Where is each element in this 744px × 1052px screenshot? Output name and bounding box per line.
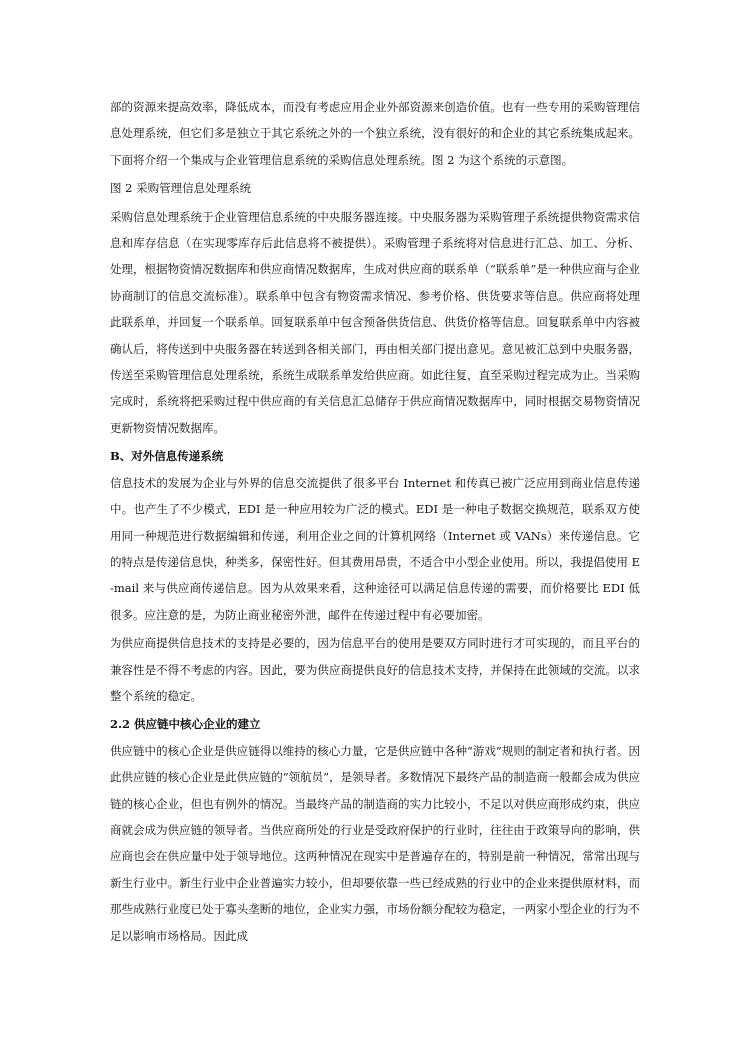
paragraph-procurement-system: 采购信息处理系统于企业管理信息系统的中央服务器连接。中央服务器为采购管理子系统提供物资需求信息和库存信息（在实现零库存后此信息将不被提供）。采购管理子系统将对信息进行汇总、加工、分析、处理，根据物资情况数据库和供应商情况数据库，生成对供应商的联系单（“联系单”是一种供应商与企业协商制订的信息交流标准）。联系单中包含有物资需求情况、参考价格、供货要求等信息。供应商将处理此联系单，并回复一个联系单。回复联系单中包含预备供货信息、供货价格等信息。回复联系单中内容被确认后，将传送到中央服务器在转送到各相关部门，再由相关部门提出意见。意见被汇总到中央服务器，传送至采购管理信息处理系统，系统生成联系单发给供应商。如此往复，直至采购过程完成为止。当采购完成时，系统将把采购过程中供应商的有关信息汇总储存于供应商情况数据库中，同时根据交易物资情况更新物资情况数据库。: [110, 209, 640, 435]
paragraph-supplier-support: 为供应商提供信息技术的支持是必要的，因为信息平台的使用是要双方同时进行才可实现的，而且平台的兼容性是不得不考虑的内容。因此，要为供应商提供良好的信息技术支持，并保持在此领域的交流。以求整个系统的稳定。: [110, 636, 640, 703]
paragraph-core-enterprise: 供应链中的核心企业是供应链得以维持的核心力量，它是供应链中各种“游戏”规则的制定者和执行者。因此供应链的核心企业是此供应链的“领航员”，是领导者。多数情况下最终产品的制造商一般都会成为供应链的核心企业，但也有例外的情况。当最终产品的制造商的实力比较小，不足以对供应商形成约束，供应商就会成为供应链的领导者。当供应商所处的行业是受政府保护的行业时，往往由于政策导向的影响，供应商也会在供应量中处于领导地位。这两种情况在现实中是普遍存在的，特别是前一种情况，常常出现与新生行业中。新生行业中企业普遍实力较小，但却要依靠一些已经成熟的行业中的企业来提供原材料，而那些成熟行业度已处于寡头垄断的地位，企业实力强，市场份额分配较为稳定，一两家小型企业的行为不足以影响市场格局。因此成: [110, 743, 640, 943]
paragraph-info-technology: 信息技术的发展为企业与外界的信息交流提供了很多平台 Internet 和传真已被广泛应用到商业信息传递中。也产生了不少模式，EDI 是一种应用较为广泛的模式。EDI 是一种电子数据交换规范，联系双方使用同一种规范进行数据编辑和传递，利用企业之间的计算机网络（Internet 或 VANs）来传递信息。它的特点是传递信息快，种类多，保密性好。但其费用昂贵，不适合中小型企业使用。所以，我提倡使用 E-mail 来与供应商传递信息。因为从效果来看，这种途径可以满足信息传递的需要，而价格要比 EDI 低很多。应注意的是，为防止商业秘密外泄，邮件在传递过程中有必要加密。: [110, 475, 640, 622]
figure-caption: 图 2 采购管理信息处理系统: [110, 181, 252, 196]
document-body: [110, 94, 640, 951]
section-heading-external-info: B、对外信息传递系统: [110, 449, 224, 464]
paragraph-intro-continuation: 部的资源来提高效率，降低成本，而没有考虑应用企业外部资源来创造价值。也有一些专用的采购管理信息处理系统，但它们多是独立于其它系统之外的一个独立系统，没有很好的和企业的其它系统集成起来。下面将介绍一个集成与企业管理信息系统的采购信息处理系统。图 2 为这个系统的示意图。: [110, 100, 640, 167]
section-heading-core-enterprise: 2.2 供应链中核心企业的建立: [110, 717, 261, 732]
